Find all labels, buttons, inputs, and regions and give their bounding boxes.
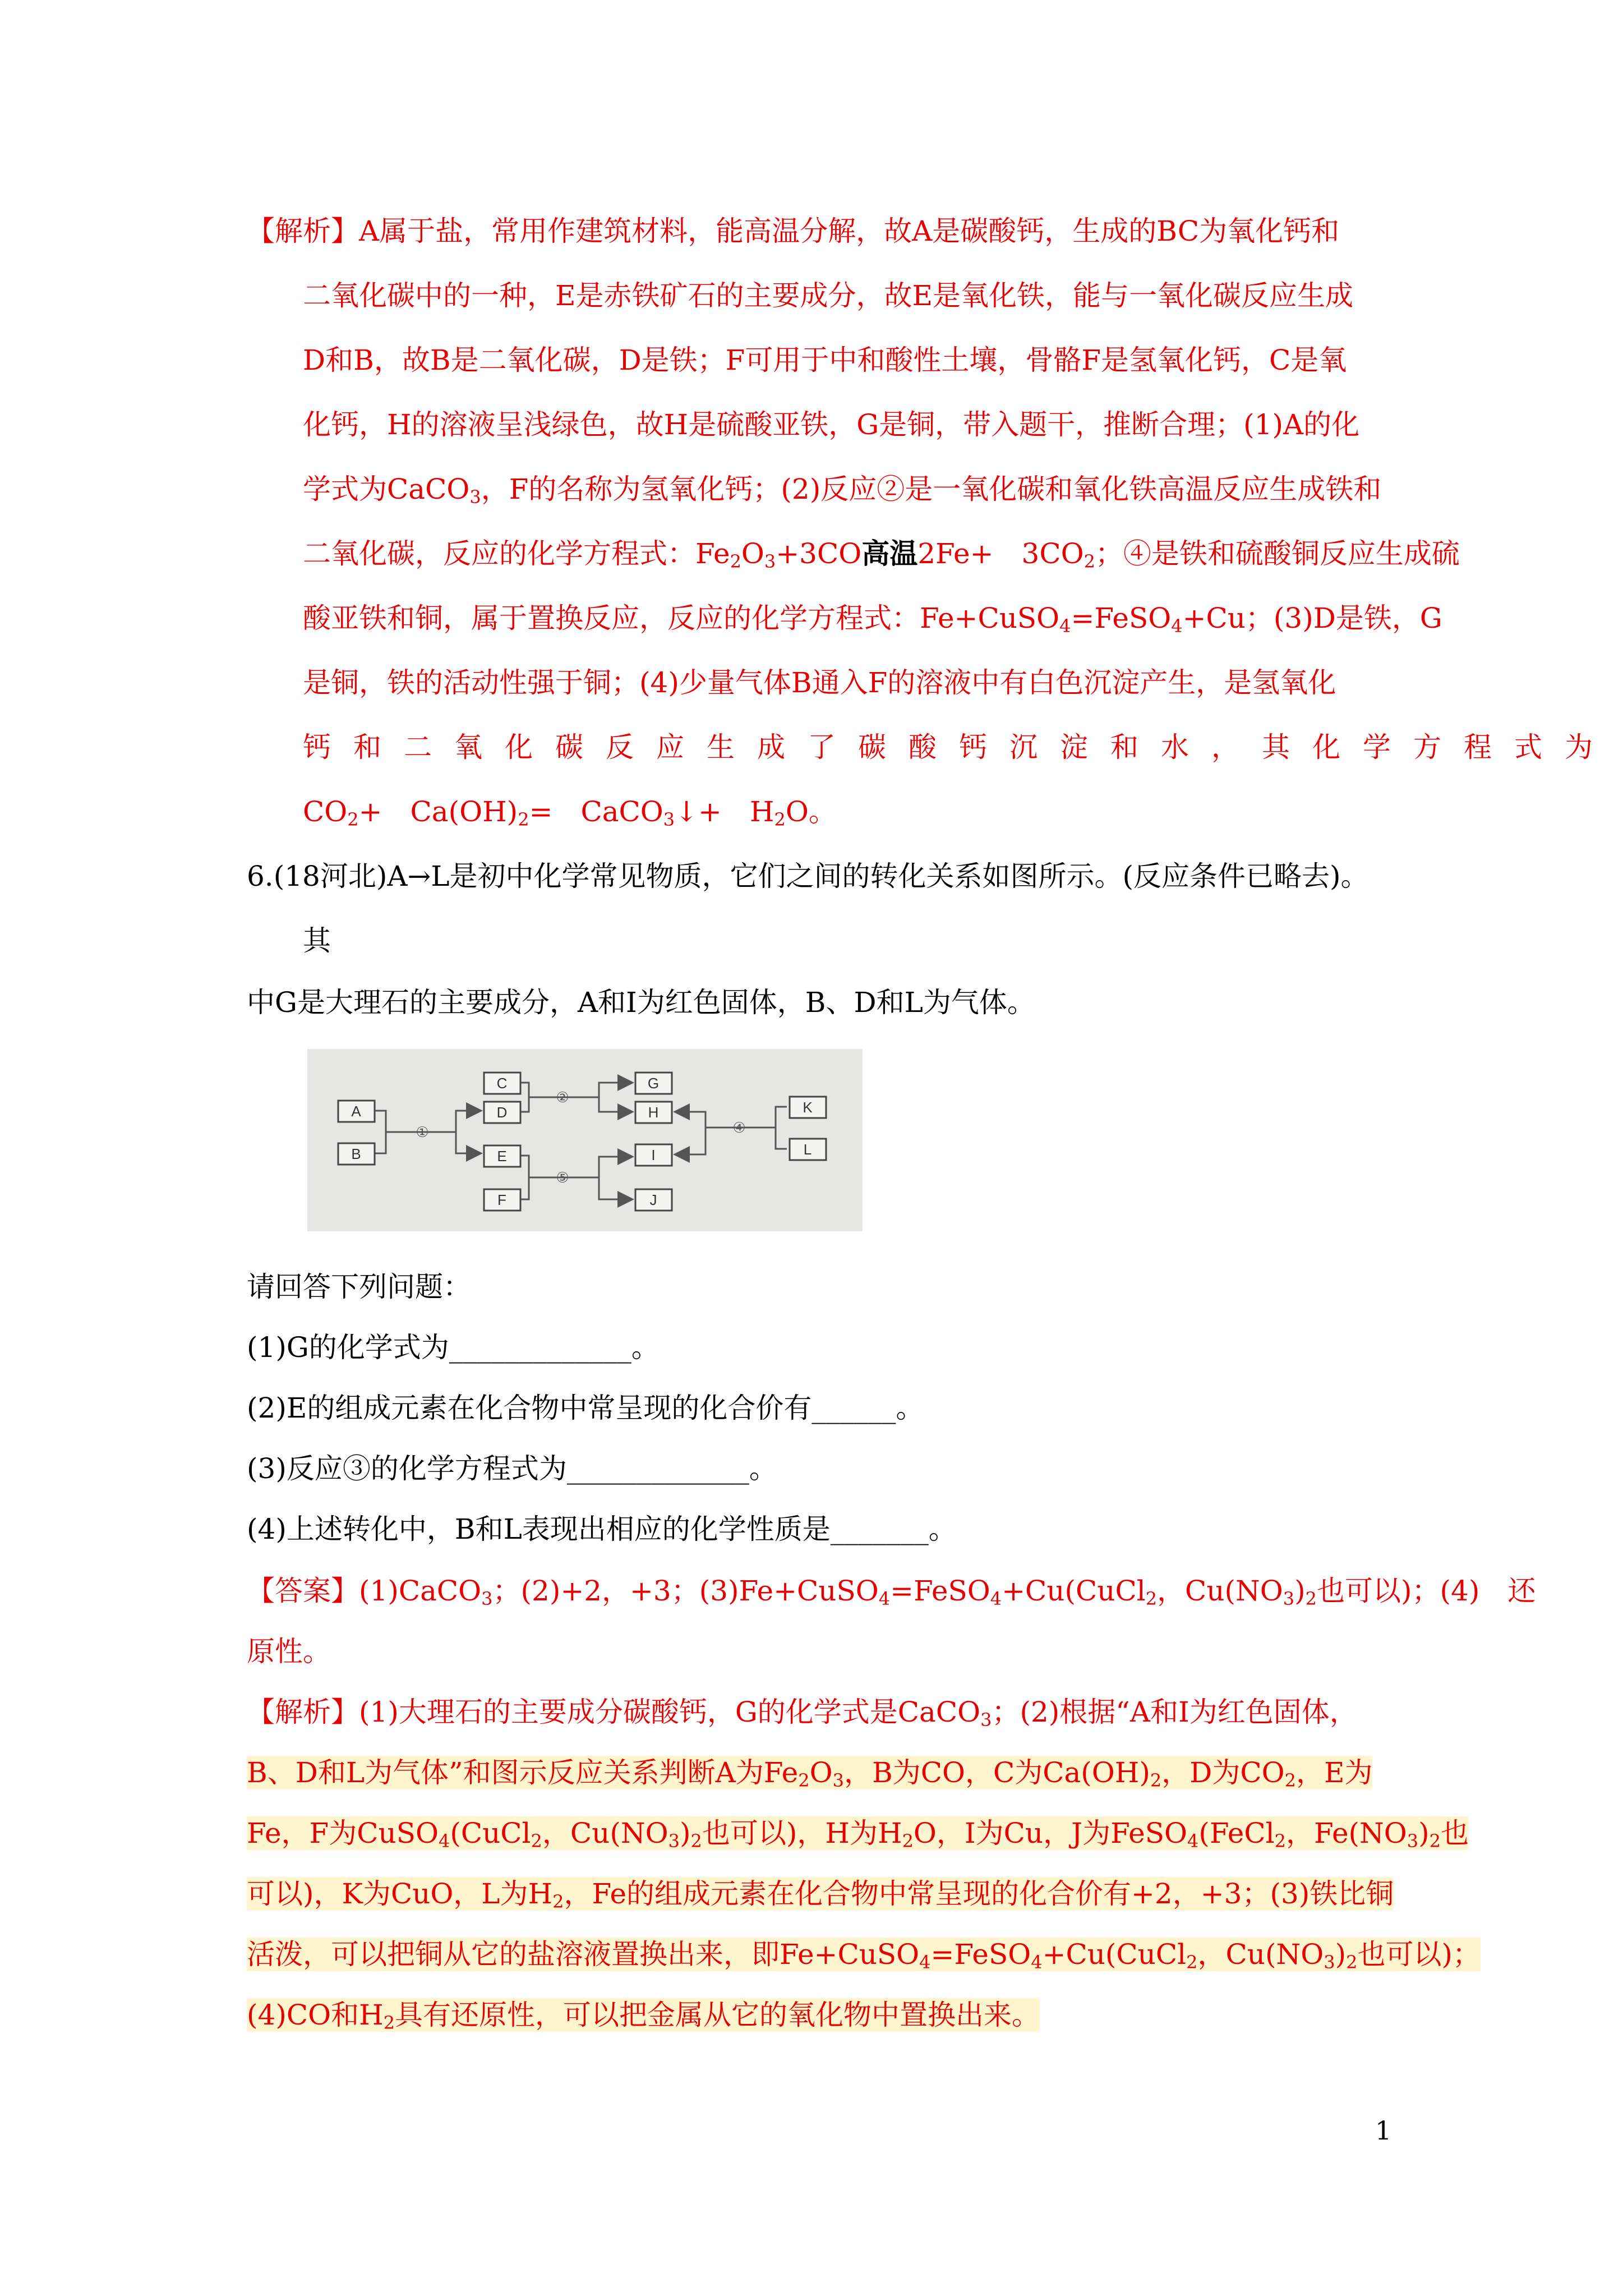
text: ，D为CO [1161,1756,1285,1789]
question-line-3: 中G是大理石的主要成分，A和I为红色固体，B、D和L为气体。 [247,986,1035,1019]
text: ，B为CO，C为Ca(OH) [843,1756,1150,1789]
arrow [599,1157,633,1177]
subscript: 2 [552,1891,564,1912]
text: ) [1335,1938,1347,1971]
subscript: 4 [878,1588,891,1609]
sub-question-4: (4)上述转化中，B和L表现出相应的化学性质是_______。 [247,1513,957,1545]
text: ↓+ H [675,795,774,828]
text: ，Cu(NO [1157,1575,1283,1607]
subscript: 2 [1284,1770,1296,1791]
box-label-h: H [648,1104,659,1121]
subscript: 4 [1171,615,1183,637]
analysis1-line-3: D和B，故B是二氧化碳，D是铁；F可用于中和酸性土壤，骨骼F是氢氧化钙，C是氧 [303,344,1347,376]
analysis2-line-4 [247,1877,1394,1911]
arrow [675,1128,706,1154]
analysis1-label: 【解析】 [247,215,359,247]
text: 活泼，可以把铜从它的盐溶液置换出来，即Fe+CuSO [247,1938,920,1971]
box-label-g: G [647,1075,660,1092]
text: 也可以)；(4) 还 [1317,1575,1536,1607]
text: =FeSO [930,1938,1031,1971]
box-label-k: K [803,1099,813,1116]
text: 学式为CaCO [303,473,470,505]
analysis2-line-5 [247,1938,1481,1971]
subscript: 3 [1283,1588,1295,1609]
box-label-i: I [651,1147,656,1163]
text: ，Fe(NO [1286,1817,1407,1849]
subscript: 4 [1059,615,1071,637]
reaction-diagram-svg [307,1049,863,1231]
subscript: 3 [832,1770,844,1791]
box-label-l: L [803,1141,812,1158]
text: (4)CO和H [247,1999,384,2031]
analysis2-line-1 [247,1695,1358,1729]
answer-label: 【答案】 [247,1575,359,1607]
subscript: 2 [1346,1952,1358,1973]
box-label-f: F [497,1191,506,1208]
analysis1-line-2: 二氧化碳中的一种，E是赤铁矿石的主要成分，故E是氧化铁，能与一氧化碳反应生成 [303,279,1353,312]
subscript: 3 [668,1830,680,1852]
text: ，E为 [1295,1756,1373,1789]
connector [520,1083,529,1112]
page-number: 1 [1375,2115,1392,2146]
subscript: 2 [1145,1588,1158,1609]
text: ；(2)根据“A和I为红色固体， [992,1696,1358,1728]
text: (FeCl [1198,1817,1275,1849]
text: O。 [785,795,837,828]
question-line-2: 其 [303,924,331,957]
text: +Cu；(3)D是铁，G [1182,602,1442,634]
text: +Cu(CuCl [1002,1575,1146,1607]
subscript: 2 [383,2012,395,2033]
question-line-1: 6.(18河北)A→L是初中化学常见物质，它们之间的转化关系如图所示。(反应条件已略去)。 [247,860,1369,892]
reaction-condition: 高温 [861,537,918,570]
arrow [599,1083,633,1097]
arrow [599,1177,633,1199]
text: ，Cu(NO [1197,1938,1324,1971]
text: =FeSO [1071,602,1172,634]
text: +3CO [776,537,862,570]
arrow [456,1132,481,1153]
reaction-label-1: ① [416,1124,429,1141]
text: = CaCO [529,795,663,828]
box-label-b: B [351,1145,361,1162]
sub-question-1: (1)G的化学式为_____________。 [247,1331,660,1364]
subscript: 3 [469,486,481,508]
text: ；④是铁和硫酸铜反应生成硫 [1095,537,1460,570]
text: 酸亚铁和铜，属于置换反应，反应的化学方程式：Fe+CuSO [303,602,1060,634]
subscript: 2 [1274,1830,1286,1852]
sub-question-2: (2)E的组成元素在化合物中常呈现的化合价有______。 [247,1392,924,1424]
arrow [599,1097,633,1112]
subscript: 2 [730,551,741,572]
text: ) [679,1817,691,1849]
analysis1-line-1 [247,214,1339,248]
analysis1-line-4: 化钙，H的溶液呈浅绿色，故H是硫酸亚铁，G是铜，带入题干，推断合理；(1)A的化 [303,408,1360,441]
subscript: 4 [438,1830,450,1852]
text: (1)CaCO [359,1575,482,1607]
text: (1)大理石的主要成分碳酸钙，G的化学式是CaCO [359,1696,981,1728]
subscript: 2 [690,1830,702,1852]
connector [375,1111,386,1153]
text: +Cu(CuCl [1042,1938,1187,1971]
analysis1-line-9: 钙和二氧化碳反应生成了碳酸钙沉淀和水，其化学方程式为 [303,731,1615,763]
box-label-a: A [351,1103,361,1120]
analysis1-line-8: 是铜，铁的活动性强于铜；(4)少量气体B通入F的溶液中有白色沉淀产生，是氢氧化 [303,666,1336,699]
analysis2-line-6 [247,1998,1040,2032]
subscript: 3 [1407,1830,1419,1852]
subscript: 4 [919,1952,931,1973]
analysis2-line-3 [247,1816,1469,1850]
analysis2-label: 【解析】 [247,1696,359,1728]
subscript: 4 [990,1588,1002,1609]
text: O [809,1756,833,1789]
text: 也可以)，H为H [702,1817,902,1849]
text: 也 [1441,1817,1469,1849]
reaction-diagram [307,1049,863,1231]
text: (CuCl [450,1817,531,1849]
subscript: 3 [481,1588,493,1609]
analysis1-text-1: A属于盐，常用作建筑材料，能高温分解，故A是碳酸钙，生成的BC为氧化钙和 [359,215,1340,247]
text: O，I为Cu，J为FeSO [913,1817,1187,1849]
subscript: 2 [1305,1588,1317,1609]
sub-question-3: (3)反应③的化学方程式为_____________。 [247,1452,777,1485]
box-label-d: D [496,1104,508,1121]
subscript: 4 [1031,1952,1043,1973]
text: 二氧化碳，反应的化学方程式：Fe [303,537,730,570]
text: ) [1418,1817,1430,1849]
text: ；(2)+2，+3；(3)Fe+CuSO [492,1575,879,1607]
text: 可以)，K为CuO，L为H [247,1878,553,1910]
reaction-label-5: ⑤ [556,1170,569,1186]
text: 具有还原性，可以把金属从它的氧化物中置换出来。 [395,1999,1040,2031]
text: + Ca(OH) [358,795,518,828]
subscript: 2 [774,809,786,830]
subscript: 2 [518,809,529,830]
analysis1-line-10 [303,795,837,829]
subscript: 2 [1429,1830,1441,1852]
subscript: 3 [980,1709,992,1731]
question-prompt: 请回答下列问题： [247,1271,471,1303]
answer-line-1 [247,1574,1536,1608]
text: Fe，F为CuSO [247,1817,439,1849]
analysis1-line-6 [303,537,1460,570]
text: 2Fe+ 3CO [917,537,1084,570]
subscript: 4 [1187,1830,1199,1852]
text: B、D和L为气体”和图示反应关系判断A为Fe [247,1756,799,1789]
analysis2-line-2 [247,1756,1372,1789]
arrow [675,1112,706,1128]
reaction-label-2: ② [556,1089,569,1106]
text: ，Cu(NO [542,1817,668,1849]
subscript: 3 [663,809,675,830]
text: 也可以)； [1357,1938,1481,1971]
answer-line-2: 原性。 [247,1635,331,1668]
text: ，F的名称为氢氧化钙；(2)反应②是一氧化碳和氧化铁高温反应生成铁和 [481,473,1382,505]
text: =FeSO [890,1575,990,1607]
analysis1-line-7 [303,601,1442,635]
box-label-j: J [649,1191,657,1208]
box-label-e: E [497,1148,507,1165]
subscript: 2 [1186,1952,1198,1973]
text: CO [303,795,348,828]
subscript: 2 [902,1830,914,1852]
subscript: 2 [347,809,359,830]
subscript: 2 [531,1830,542,1852]
text: O [741,537,764,570]
connector [776,1107,787,1149]
text: ) [1294,1575,1306,1607]
text: ，Fe的组成元素在化合物中常呈现的化合价有+2，+3；(3)铁比铜 [564,1878,1394,1910]
subscript: 3 [1324,1952,1335,1973]
subscript: 3 [764,551,776,572]
subscript: 2 [798,1770,810,1791]
analysis1-line-5 [303,472,1381,506]
box-label-c: C [496,1075,508,1092]
connector [520,1156,529,1199]
arrow [456,1111,481,1132]
subscript: 2 [1083,551,1095,572]
reaction-label-4: ④ [732,1120,746,1137]
subscript: 2 [1150,1770,1162,1791]
